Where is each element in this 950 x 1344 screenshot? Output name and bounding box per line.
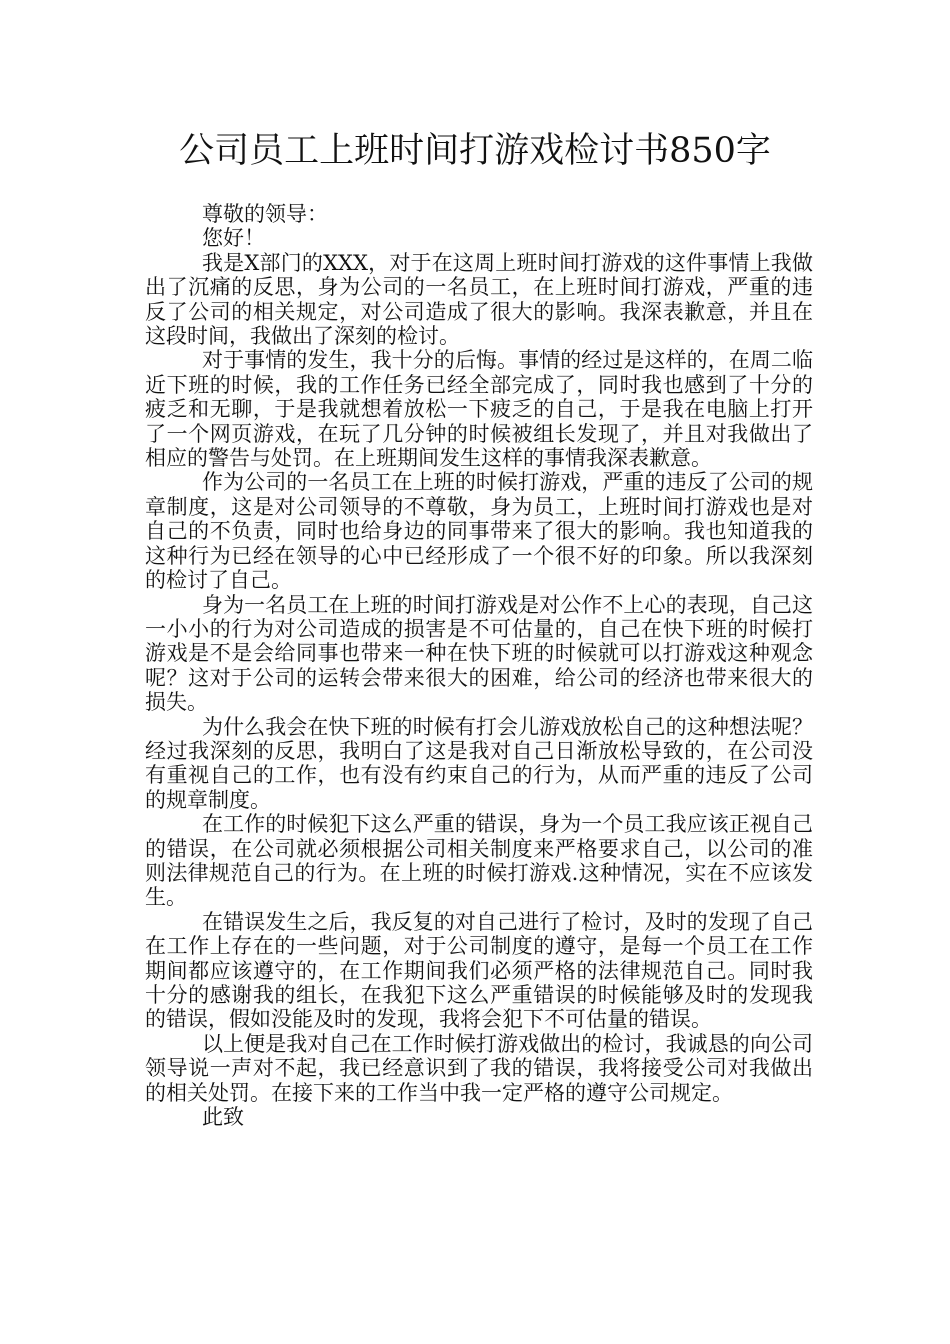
body-paragraph: 身为一名员工在上班的时间打游戏是对公作不上心的表现，自己这一小小的行为对公司造成的损害是不可估量的，自己在快下班的时候打游戏是不是会给同事也带来一种在快下班的时候就可以打游戏这种观念呢？这对于公司的运转会带来很大的困难，给公司的经济也带来很大的损失。: [145, 592, 813, 715]
greeting: 您好！: [202, 226, 265, 251]
salutation: 尊敬的领导：: [202, 202, 328, 226]
body-paragraph: 我是X部门的XXX，对于在这周上班时间打游戏的这件事情上我做出了沉痛的反思，身为公司的一名员工，在上班时间打游戏，严重的违反了公司的相关规定，对公司造成了很大的影响。我深表歉意，并且在这段时间，我做出了深刻的检讨。: [145, 250, 813, 349]
body-paragraph: 作为公司的一名员工在上班的时候打游戏，严重的违反了公司的规章制度，这是对公司领导的不尊敬，身为员工，上班时间打游戏也是对自己的不负责，同时也给身边的同事带来了很大的影响。我也知道我的这种行为已经在领导的心中已经形成了一个很不好的印象。所以我深刻的检讨了自己。: [145, 470, 813, 593]
body-paragraph: 以上便是我对自己在工作时候打游戏做出的检讨，我诚恳的向公司领导说一声对不起，我已经意识到了我的错误，我将接受公司对我做出的相关处罚。在接下来的工作当中我一定严格的遵守公司规定。: [145, 1031, 813, 1105]
body-paragraph: 为什么我会在快下班的时候有打会儿游戏放松自己的这种想法呢？经过我深刻的反思，我明白了这是我对自己日渐放松导致的，在公司没有重视自己的工作，也有没有约束自己的行为，从而严重的违反了公司的规章制度。: [145, 714, 813, 812]
document-title: 公司员工上班时间打游戏检讨书850字: [179, 131, 771, 171]
body-paragraph: 在工作的时候犯下这么严重的错误，身为一个员工我应该正视自己的错误，在公司就必须根据公司相关制度来严格要求自己，以公司的准则法律规范自己的行为。在上班的时候打游戏.这种情况，实在不应该发生。: [145, 812, 813, 910]
document-body: [145, 202, 813, 1129]
body-paragraph: 对于事情的发生，我十分的后悔。事情的经过是这样的，在周二临近下班的时候，我的工作任务已经全部完成了，同时我也感到了十分的疲乏和无聊，于是我就想着放松一下疲乏的自己，于是我在电脑上打开了一个网页游戏，在玩了几分钟的时候被组长发现了，并且对我做出了相应的警告与处罚。在上班期间发生这样的事情我深表歉意。: [145, 348, 813, 471]
body-paragraph: 在错误发生之后，我反复的对自己进行了检讨，及时的发现了自己在工作上存在的一些问题，对于公司制度的遵守，是每一个员工在工作期间都应该遵守的，在工作期间我们必须严格的法律规范自己。同时我十分的感谢我的组长，在我犯下这么严重错误的时候能够及时的发现我的错误，假如没能及时的发现，我将会犯下不可估量的错误。: [145, 909, 813, 1032]
closing: 此致: [202, 1105, 244, 1130]
